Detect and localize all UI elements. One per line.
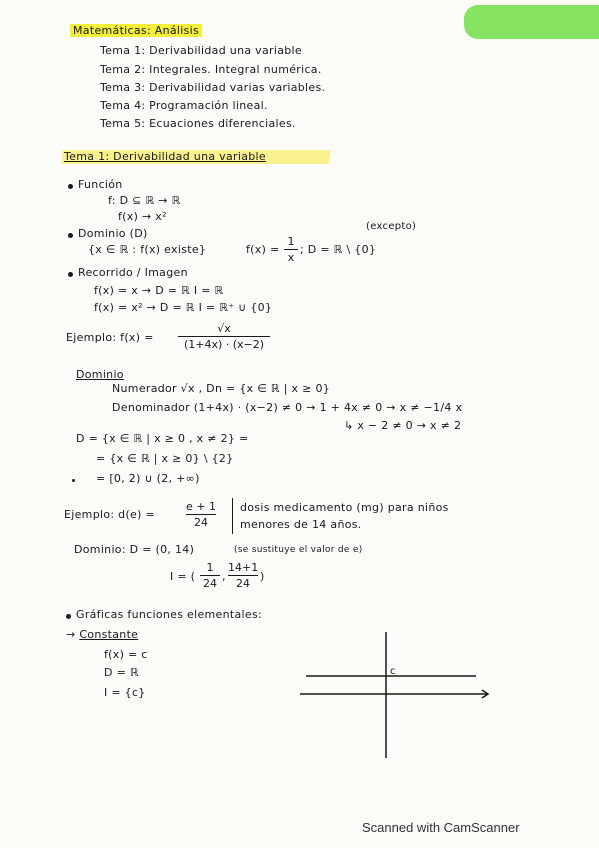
domain-set-line-3: = [0, 2) ∪ (2, +∞) (96, 472, 200, 485)
funcion-line-1: f: D ⊆ ℝ → ℝ (108, 194, 181, 207)
constant-function-graph (300, 630, 500, 760)
dominio-example-fraction (284, 235, 298, 264)
domain-set-line-1: D = {x ∈ ℝ | x ≥ 0 , x ≠ 2} = (76, 432, 249, 445)
topic-3: Tema 3: Derivabilidad varias variables. (100, 81, 326, 94)
fraction-bar (186, 514, 216, 515)
topic-1: Tema 1: Derivabilidad una variable (100, 44, 302, 57)
excepto-note: (excepto) (366, 221, 417, 232)
fraction-numerator: 14+1 (228, 561, 259, 574)
ejemplo-2-text-2: menores de 14 años. (240, 518, 362, 531)
dominio-subtitle: Dominio (76, 368, 124, 381)
bullet (68, 233, 73, 238)
ejemplo-2-dominio: Dominio: D = (0, 14) (74, 543, 195, 556)
fraction-numerator: e + 1 (186, 500, 216, 513)
funcion-title: Función (78, 178, 123, 191)
constante-line-2: D = ℝ (104, 666, 139, 679)
fraction-numerator: 1 (287, 235, 295, 248)
section-title: Tema 1: Derivabilidad una variable (64, 150, 266, 163)
ejemplo-2-text-1: dosis medicamento (mg) para niños (240, 501, 449, 514)
constante-line-3: I = {c} (104, 686, 146, 699)
funcion-line-2: f(x) → x² (118, 210, 167, 223)
recorrido-line-2: f(x) = x² → D = ℝ I = ℝ⁺ ∪ {0} (94, 301, 273, 314)
fraction-denominator: x (287, 251, 295, 264)
graficas-title: Gráficas funciones elementales: (76, 608, 263, 621)
denominador-line-2: ↳ x − 2 ≠ 0 → x ≠ 2 (344, 419, 462, 432)
bullet (72, 479, 75, 482)
constante-line-1: f(x) = c (104, 648, 148, 661)
ejemplo-1-fraction (178, 322, 270, 351)
bullet (68, 184, 73, 189)
constante-label: Constante (79, 628, 139, 641)
camscanner-watermark: Scanned with CamScanner (362, 820, 520, 835)
fraction-denominator: 24 (236, 577, 250, 590)
dominio-title: Dominio (D) (78, 227, 148, 240)
topic-4: Tema 4: Programación lineal. (100, 99, 268, 112)
fraction-numerator: √x (217, 322, 231, 335)
ejemplo-2-note: (se sustituye el valor de e) (234, 545, 363, 555)
topic-5: Tema 5: Ecuaciones diferenciales. (100, 117, 296, 130)
ejemplo-2-image-open: I = ( (170, 570, 196, 583)
graph-c-label: c (390, 666, 396, 677)
bullet (66, 614, 71, 619)
vertical-divider (232, 498, 233, 534)
ejemplo-2-label: Ejemplo: d(e) = (64, 508, 156, 521)
dominio-example-d: ; D = ℝ \ {0} (300, 243, 377, 256)
topic-2: Tema 2: Integrales. Integral numérica. (100, 63, 322, 76)
page-title: Matemáticas: Análisis (70, 24, 202, 38)
constante-title: → Constante (66, 628, 139, 641)
fraction-denominator: (1+4x) · (x−2) (183, 338, 265, 351)
comma: , (222, 570, 226, 583)
recorrido-title: Recorrido / Imagen (78, 266, 188, 279)
fraction-bar (228, 575, 258, 576)
recorrido-line-1: f(x) = x → D = ℝ I = ℝ (94, 284, 224, 297)
green-tab-marker (464, 5, 599, 39)
fraction-numerator: 1 (206, 561, 214, 574)
fraction-bar (200, 575, 220, 576)
domain-set-line-2: = {x ∈ ℝ | x ≥ 0} \ {2} (96, 452, 234, 465)
ejemplo-1-label: Ejemplo: f(x) = (66, 331, 154, 344)
fraction-bar (178, 336, 270, 337)
dominio-definition: {x ∈ ℝ : f(x) existe} (88, 243, 207, 256)
numerador-line: Numerador √x , Dn = {x ∈ ℝ | x ≥ 0} (112, 382, 331, 395)
ejemplo-2-fraction (186, 500, 216, 529)
fraction-denominator: 24 (194, 516, 208, 529)
fraction-denominator: 24 (203, 577, 217, 590)
denominador-line: Denominador (1+4x) · (x−2) ≠ 0 → 1 + 4x ≠ 0 → x ≠ −1/4 x (112, 401, 463, 414)
bullet (68, 272, 73, 277)
ejemplo-2-image-fraction-1 (200, 561, 220, 590)
ejemplo-2-image-close: ) (260, 570, 265, 583)
fraction-bar (284, 249, 298, 250)
ejemplo-2-image-fraction-2 (228, 561, 258, 590)
dominio-example-f: f(x) = (246, 243, 280, 256)
